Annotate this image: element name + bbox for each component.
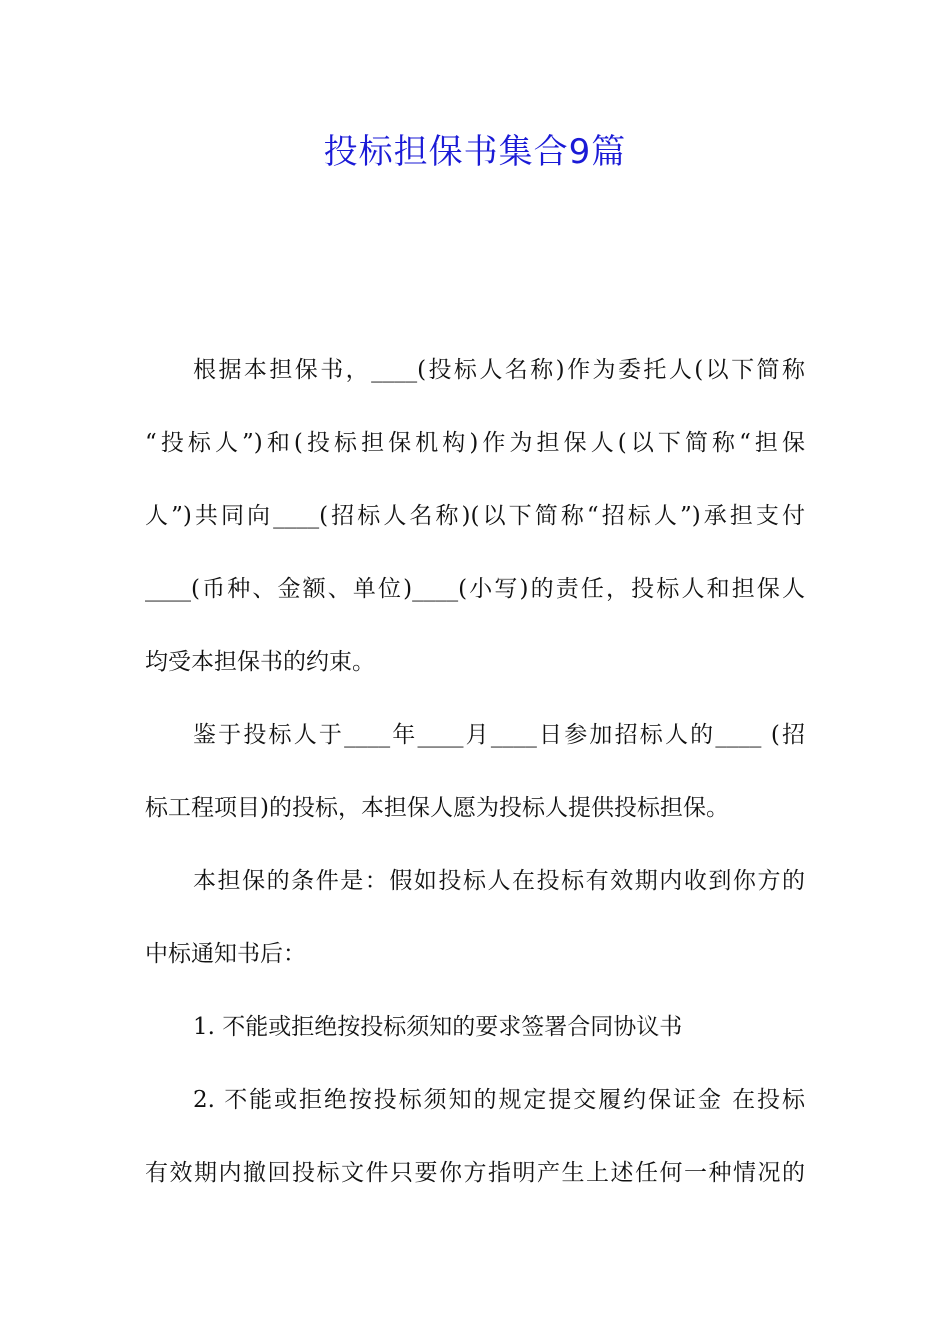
paragraph-line: “投标人”)和(投标担保机构)作为担保人(以下简称“担保 xyxy=(145,430,805,456)
document-body xyxy=(145,334,805,1210)
paragraph-line: 中标通知书后： xyxy=(145,941,306,967)
paragraph-line: 根据本担保书，____(投标人名称)作为委托人(以下简称 xyxy=(193,357,805,383)
paragraph-line: 均受本担保书的约束。 xyxy=(145,649,375,675)
list-item-2: 2. 不能或拒绝按投标须知的规定提交履约保证金 在投标 xyxy=(193,1087,805,1113)
paragraph-line: 有效期内撤回投标文件只要你方指明产生上述任何一种情况的 xyxy=(145,1160,805,1186)
paragraph-line: 鉴于投标人于____年____月____日参加招标人的____ (招 xyxy=(193,722,805,748)
paragraph-line: 本担保的条件是：假如投标人在投标有效期内收到你方的 xyxy=(193,868,805,894)
paragraph-line: ____(币种、金额、单位)____(小写)的责任，投标人和担保人 xyxy=(145,576,805,602)
paragraph-line: 人”)共同向____(招标人名称)(以下简称“招标人”)承担支付 xyxy=(145,503,805,529)
paragraph-line: 标工程项目)的投标，本担保人愿为投标人提供投标担保。 xyxy=(145,795,729,821)
page-title: 投标担保书集合9篇 xyxy=(323,132,627,172)
list-item-1: 1. 不能或拒绝按投标须知的要求签署合同协议书 xyxy=(193,1014,683,1040)
